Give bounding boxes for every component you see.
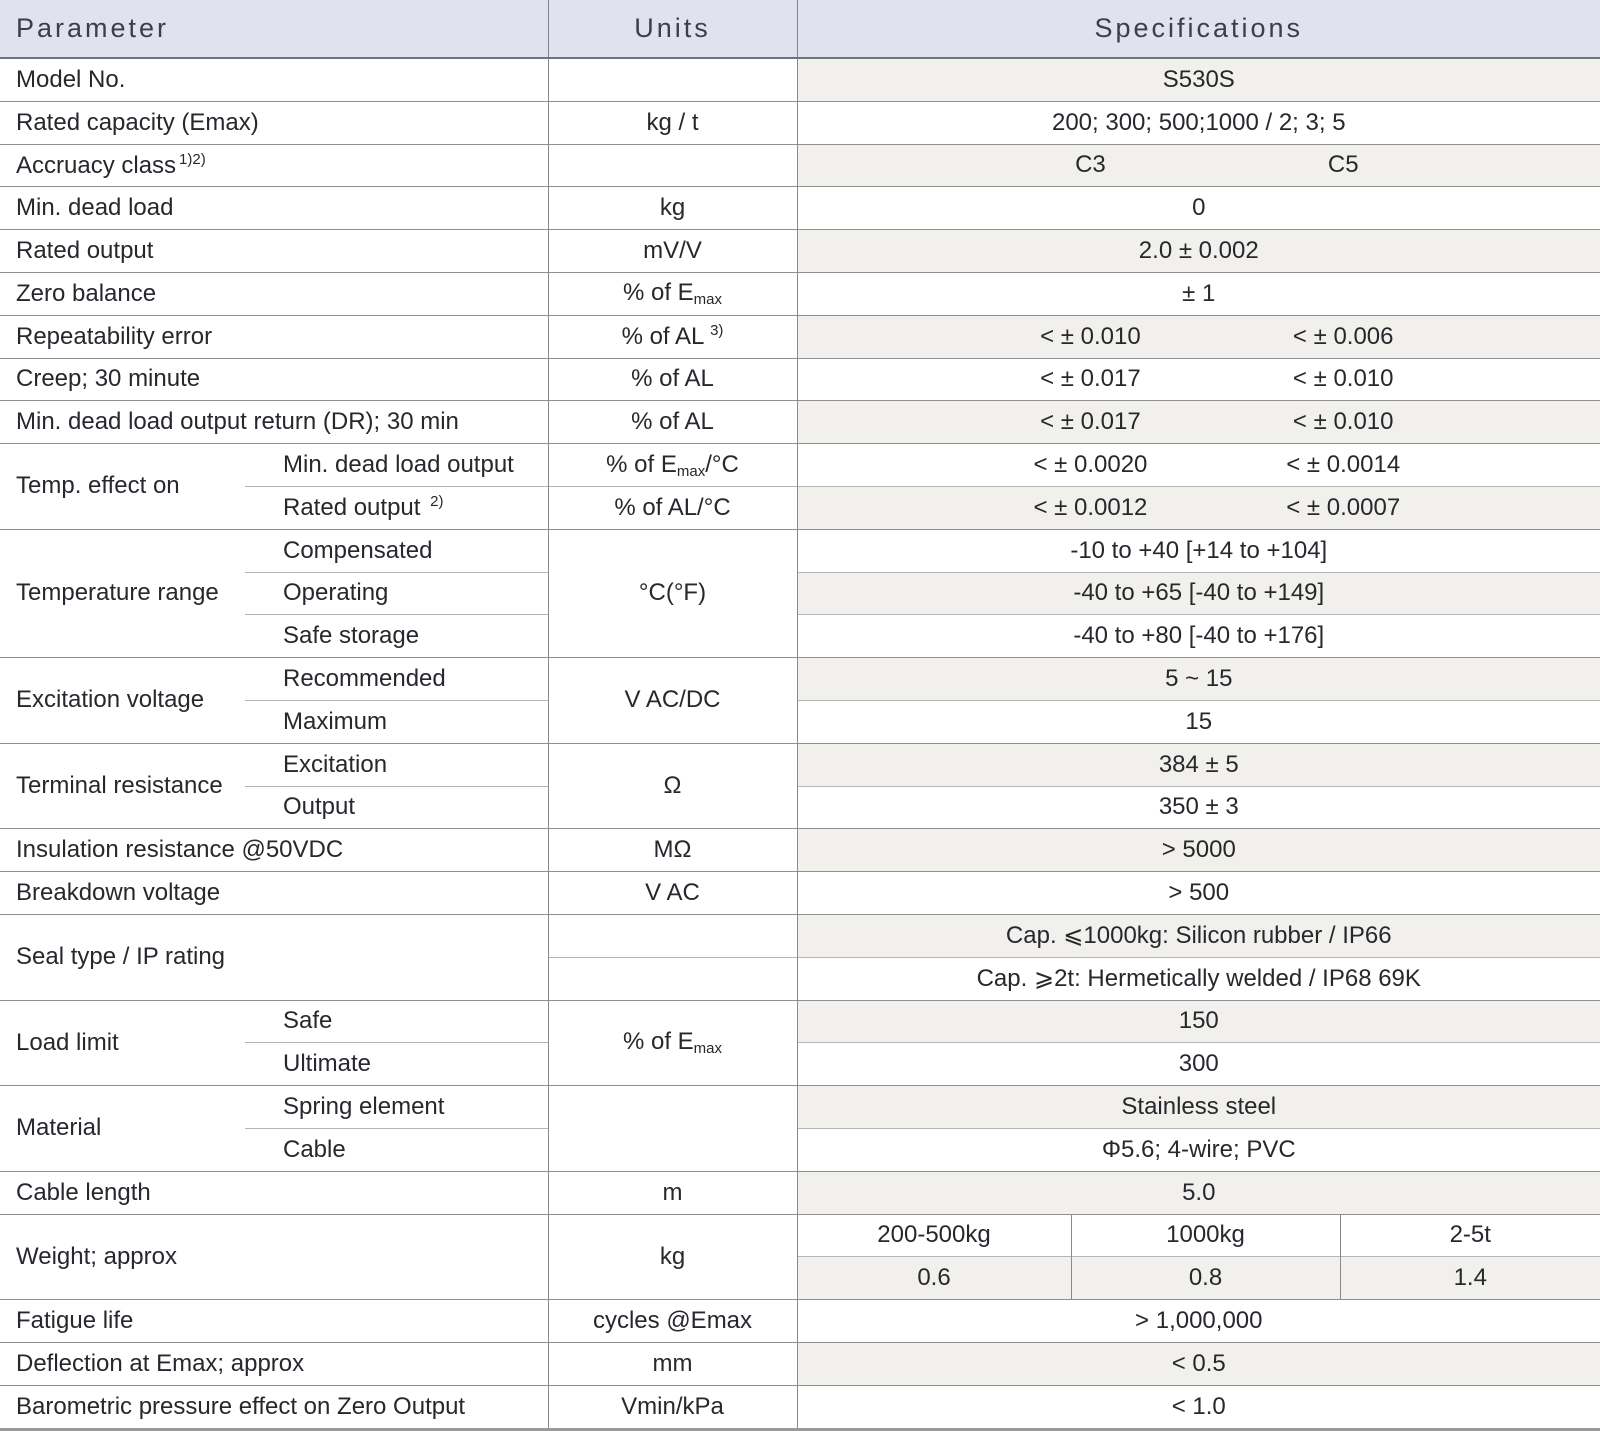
units-cell bbox=[548, 144, 797, 187]
param-text: Accruacy class bbox=[16, 151, 177, 179]
param-cell: Breakdown voltage bbox=[0, 872, 548, 915]
param-group-cell: Load limit bbox=[0, 1000, 245, 1086]
spec-cell: 15 bbox=[797, 700, 1600, 743]
table-row bbox=[0, 743, 1600, 786]
table-row bbox=[0, 101, 1600, 144]
param-superscript: 1)2) bbox=[179, 150, 206, 168]
unit-text: % of AL bbox=[621, 323, 711, 351]
weight-value-cell: 0.6 bbox=[797, 1257, 1071, 1300]
table-row bbox=[0, 444, 1600, 487]
table-row bbox=[0, 1300, 1600, 1343]
table-row bbox=[0, 1385, 1600, 1429]
table-row bbox=[0, 1214, 1600, 1257]
units-cell bbox=[548, 1000, 797, 1086]
subparam-cell: Ultimate bbox=[245, 1043, 548, 1086]
spec-cell: < 0.5 bbox=[797, 1342, 1600, 1385]
spec-cell: > 500 bbox=[797, 872, 1600, 915]
subparam-cell: Recommended bbox=[245, 658, 548, 701]
units-cell bbox=[548, 58, 797, 101]
param-cell: Insulation resistance @50VDC bbox=[0, 829, 548, 872]
subparam-cell: Excitation bbox=[245, 743, 548, 786]
spec-cell: 200; 300; 500;1000 / 2; 3; 5 bbox=[797, 101, 1600, 144]
spec-cell: 5 ~ 15 bbox=[797, 658, 1600, 701]
units-cell: % of AL/°C bbox=[548, 486, 797, 529]
units-cell bbox=[548, 1086, 797, 1172]
spec-cell: Cap. ⩾2t: Hermetically welded / IP68 69K bbox=[797, 957, 1600, 1000]
units-cell: V AC bbox=[548, 872, 797, 915]
param-group-cell: Material bbox=[0, 1086, 245, 1172]
units-cell: cycles @Emax bbox=[548, 1300, 797, 1343]
units-cell: MΩ bbox=[548, 829, 797, 872]
param-group-cell: Excitation voltage bbox=[0, 658, 245, 744]
table-row bbox=[0, 144, 1600, 187]
spec-value-c3: < ± 0.010 bbox=[1040, 322, 1141, 350]
spec-cell: 350 ± 3 bbox=[797, 786, 1600, 829]
table-row bbox=[0, 1171, 1600, 1214]
table-row bbox=[0, 914, 1600, 957]
param-cell: Min. dead load output return (DR); 30 min bbox=[0, 401, 548, 444]
spec-cell: > 5000 bbox=[797, 829, 1600, 872]
table-row bbox=[0, 1086, 1600, 1129]
param-cell: Fatigue life bbox=[0, 1300, 548, 1343]
units-cell bbox=[548, 957, 797, 1000]
table-row bbox=[0, 272, 1600, 315]
table-row bbox=[0, 187, 1600, 230]
spec-cell: -40 to +65 [-40 to +149] bbox=[797, 572, 1600, 615]
units-cell: m bbox=[548, 1171, 797, 1214]
table-row bbox=[0, 358, 1600, 401]
weight-value-cell: 0.8 bbox=[1071, 1257, 1340, 1300]
subparam-cell: Min. dead load output bbox=[245, 444, 548, 487]
subparam-cell: Safe bbox=[245, 1000, 548, 1043]
units-cell: Vmin/kPa bbox=[548, 1385, 797, 1429]
units-cell: % of AL bbox=[548, 401, 797, 444]
spec-value-c3: < ± 0.0020 bbox=[1033, 451, 1148, 479]
table-row bbox=[0, 1000, 1600, 1043]
subparam-text: Rated output bbox=[283, 494, 428, 522]
spec-cell: 5.0 bbox=[797, 1171, 1600, 1214]
weight-value-cell: 1.4 bbox=[1340, 1257, 1600, 1300]
spec-value-c3: < ± 0.0012 bbox=[1033, 493, 1148, 521]
header-row bbox=[0, 0, 1600, 58]
table-row bbox=[0, 829, 1600, 872]
column-header-parameter: Parameter bbox=[0, 0, 548, 58]
unit-subscript: max bbox=[693, 291, 723, 309]
weight-range-cell: 200-500kg bbox=[797, 1214, 1071, 1257]
spec-cell: < 1.0 bbox=[797, 1385, 1600, 1429]
param-group-cell: Temp. effect on bbox=[0, 444, 245, 530]
spec-cell: > 1,000,000 bbox=[797, 1300, 1600, 1343]
spec-cell: S530S bbox=[797, 58, 1600, 101]
subparam-cell: Safe storage bbox=[245, 615, 548, 658]
subparam-cell: Spring element bbox=[245, 1086, 548, 1129]
table-row bbox=[0, 315, 1600, 358]
spec-value-c3: C3 bbox=[1075, 151, 1106, 179]
units-cell: % of AL bbox=[548, 358, 797, 401]
param-cell bbox=[0, 144, 548, 187]
param-cell: Rated output bbox=[0, 230, 548, 273]
param-cell: Seal type / IP rating bbox=[0, 914, 548, 1000]
units-cell: mm bbox=[548, 1342, 797, 1385]
table-row bbox=[0, 58, 1600, 101]
subparam-cell bbox=[245, 486, 548, 529]
spec-cell: ± 1 bbox=[797, 272, 1600, 315]
subparam-cell: Maximum bbox=[245, 700, 548, 743]
spec-value-c3: < ± 0.017 bbox=[1040, 365, 1141, 393]
spec-cell: Cap. ⩽1000kg: Silicon rubber / IP66 bbox=[797, 914, 1600, 957]
spec-cell: 2.0 ± 0.002 bbox=[797, 230, 1600, 273]
table-row bbox=[0, 230, 1600, 273]
column-header-specifications: Specifications bbox=[797, 0, 1600, 58]
units-cell: kg / t bbox=[548, 101, 797, 144]
spec-cell: 0 bbox=[797, 187, 1600, 230]
unit-superscript: 3) bbox=[710, 322, 724, 340]
table-row bbox=[0, 1342, 1600, 1385]
unit-subscript: max bbox=[693, 1040, 723, 1058]
weight-range-cell: 2-5t bbox=[1340, 1214, 1600, 1257]
units-cell: mV/V bbox=[548, 230, 797, 273]
spec-cell bbox=[797, 401, 1600, 444]
param-group-cell: Terminal resistance bbox=[0, 743, 245, 829]
spec-value-c5: < ± 0.006 bbox=[1292, 322, 1394, 350]
spec-value-c5: < ± 0.0007 bbox=[1286, 493, 1401, 521]
spec-cell: Φ5.6; 4-wire; PVC bbox=[797, 1128, 1600, 1171]
subparam-cell: Cable bbox=[245, 1128, 548, 1171]
param-cell: Zero balance bbox=[0, 272, 548, 315]
param-cell: Weight; approx bbox=[0, 1214, 548, 1300]
subparam-cell: Operating bbox=[245, 572, 548, 615]
column-header-units: Units bbox=[548, 0, 797, 58]
spec-cell bbox=[797, 486, 1600, 529]
unit-text: % of E bbox=[622, 1028, 694, 1056]
spec-value-c5: C5 bbox=[1327, 151, 1359, 179]
units-cell: V AC/DC bbox=[548, 658, 797, 744]
units-cell: kg bbox=[548, 187, 797, 230]
unit-subscript: max bbox=[676, 462, 706, 480]
units-cell bbox=[548, 315, 797, 358]
table-row bbox=[0, 401, 1600, 444]
param-cell: Min. dead load bbox=[0, 187, 548, 230]
param-cell: Deflection at Emax; approx bbox=[0, 1342, 548, 1385]
weight-range-cell: 1000kg bbox=[1071, 1214, 1340, 1257]
unit-text-suffix: /°C bbox=[705, 450, 739, 478]
spec-cell: 150 bbox=[797, 1000, 1600, 1043]
spec-value-c5: < ± 0.010 bbox=[1292, 365, 1394, 393]
spec-cell: Stainless steel bbox=[797, 1086, 1600, 1129]
units-cell: °C(°F) bbox=[548, 529, 797, 657]
table-row bbox=[0, 658, 1600, 701]
units-cell bbox=[548, 444, 797, 487]
param-cell: Model No. bbox=[0, 58, 548, 101]
table-row bbox=[0, 872, 1600, 915]
subparam-superscript: 2) bbox=[430, 493, 444, 511]
spec-value-c5: < ± 0.010 bbox=[1292, 408, 1394, 436]
units-cell bbox=[548, 272, 797, 315]
units-cell: Ω bbox=[548, 743, 797, 829]
units-cell: kg bbox=[548, 1214, 797, 1300]
spec-cell bbox=[797, 144, 1600, 187]
spec-cell bbox=[797, 444, 1600, 487]
param-cell: Repeatability error bbox=[0, 315, 548, 358]
spec-cell bbox=[797, 315, 1600, 358]
param-group-cell: Temperature range bbox=[0, 529, 245, 657]
spec-cell bbox=[797, 358, 1600, 401]
table-row bbox=[0, 529, 1600, 572]
spec-value-c3: < ± 0.017 bbox=[1040, 408, 1141, 436]
subparam-cell: Compensated bbox=[245, 529, 548, 572]
spec-cell: 300 bbox=[797, 1043, 1600, 1086]
spec-cell: 384 ± 5 bbox=[797, 743, 1600, 786]
param-cell: Rated capacity (Emax) bbox=[0, 101, 548, 144]
subparam-cell: Output bbox=[245, 786, 548, 829]
param-cell: Cable length bbox=[0, 1171, 548, 1214]
spec-cell: -10 to +40 [+14 to +104] bbox=[797, 529, 1600, 572]
unit-text: % of E bbox=[606, 450, 677, 478]
units-cell bbox=[548, 914, 797, 957]
spec-value-c5: < ± 0.0014 bbox=[1286, 451, 1401, 479]
param-cell: Creep; 30 minute bbox=[0, 358, 548, 401]
unit-text: % of E bbox=[622, 279, 694, 307]
spec-cell: -40 to +80 [-40 to +176] bbox=[797, 615, 1600, 658]
param-cell: Barometric pressure effect on Zero Output bbox=[0, 1385, 548, 1429]
